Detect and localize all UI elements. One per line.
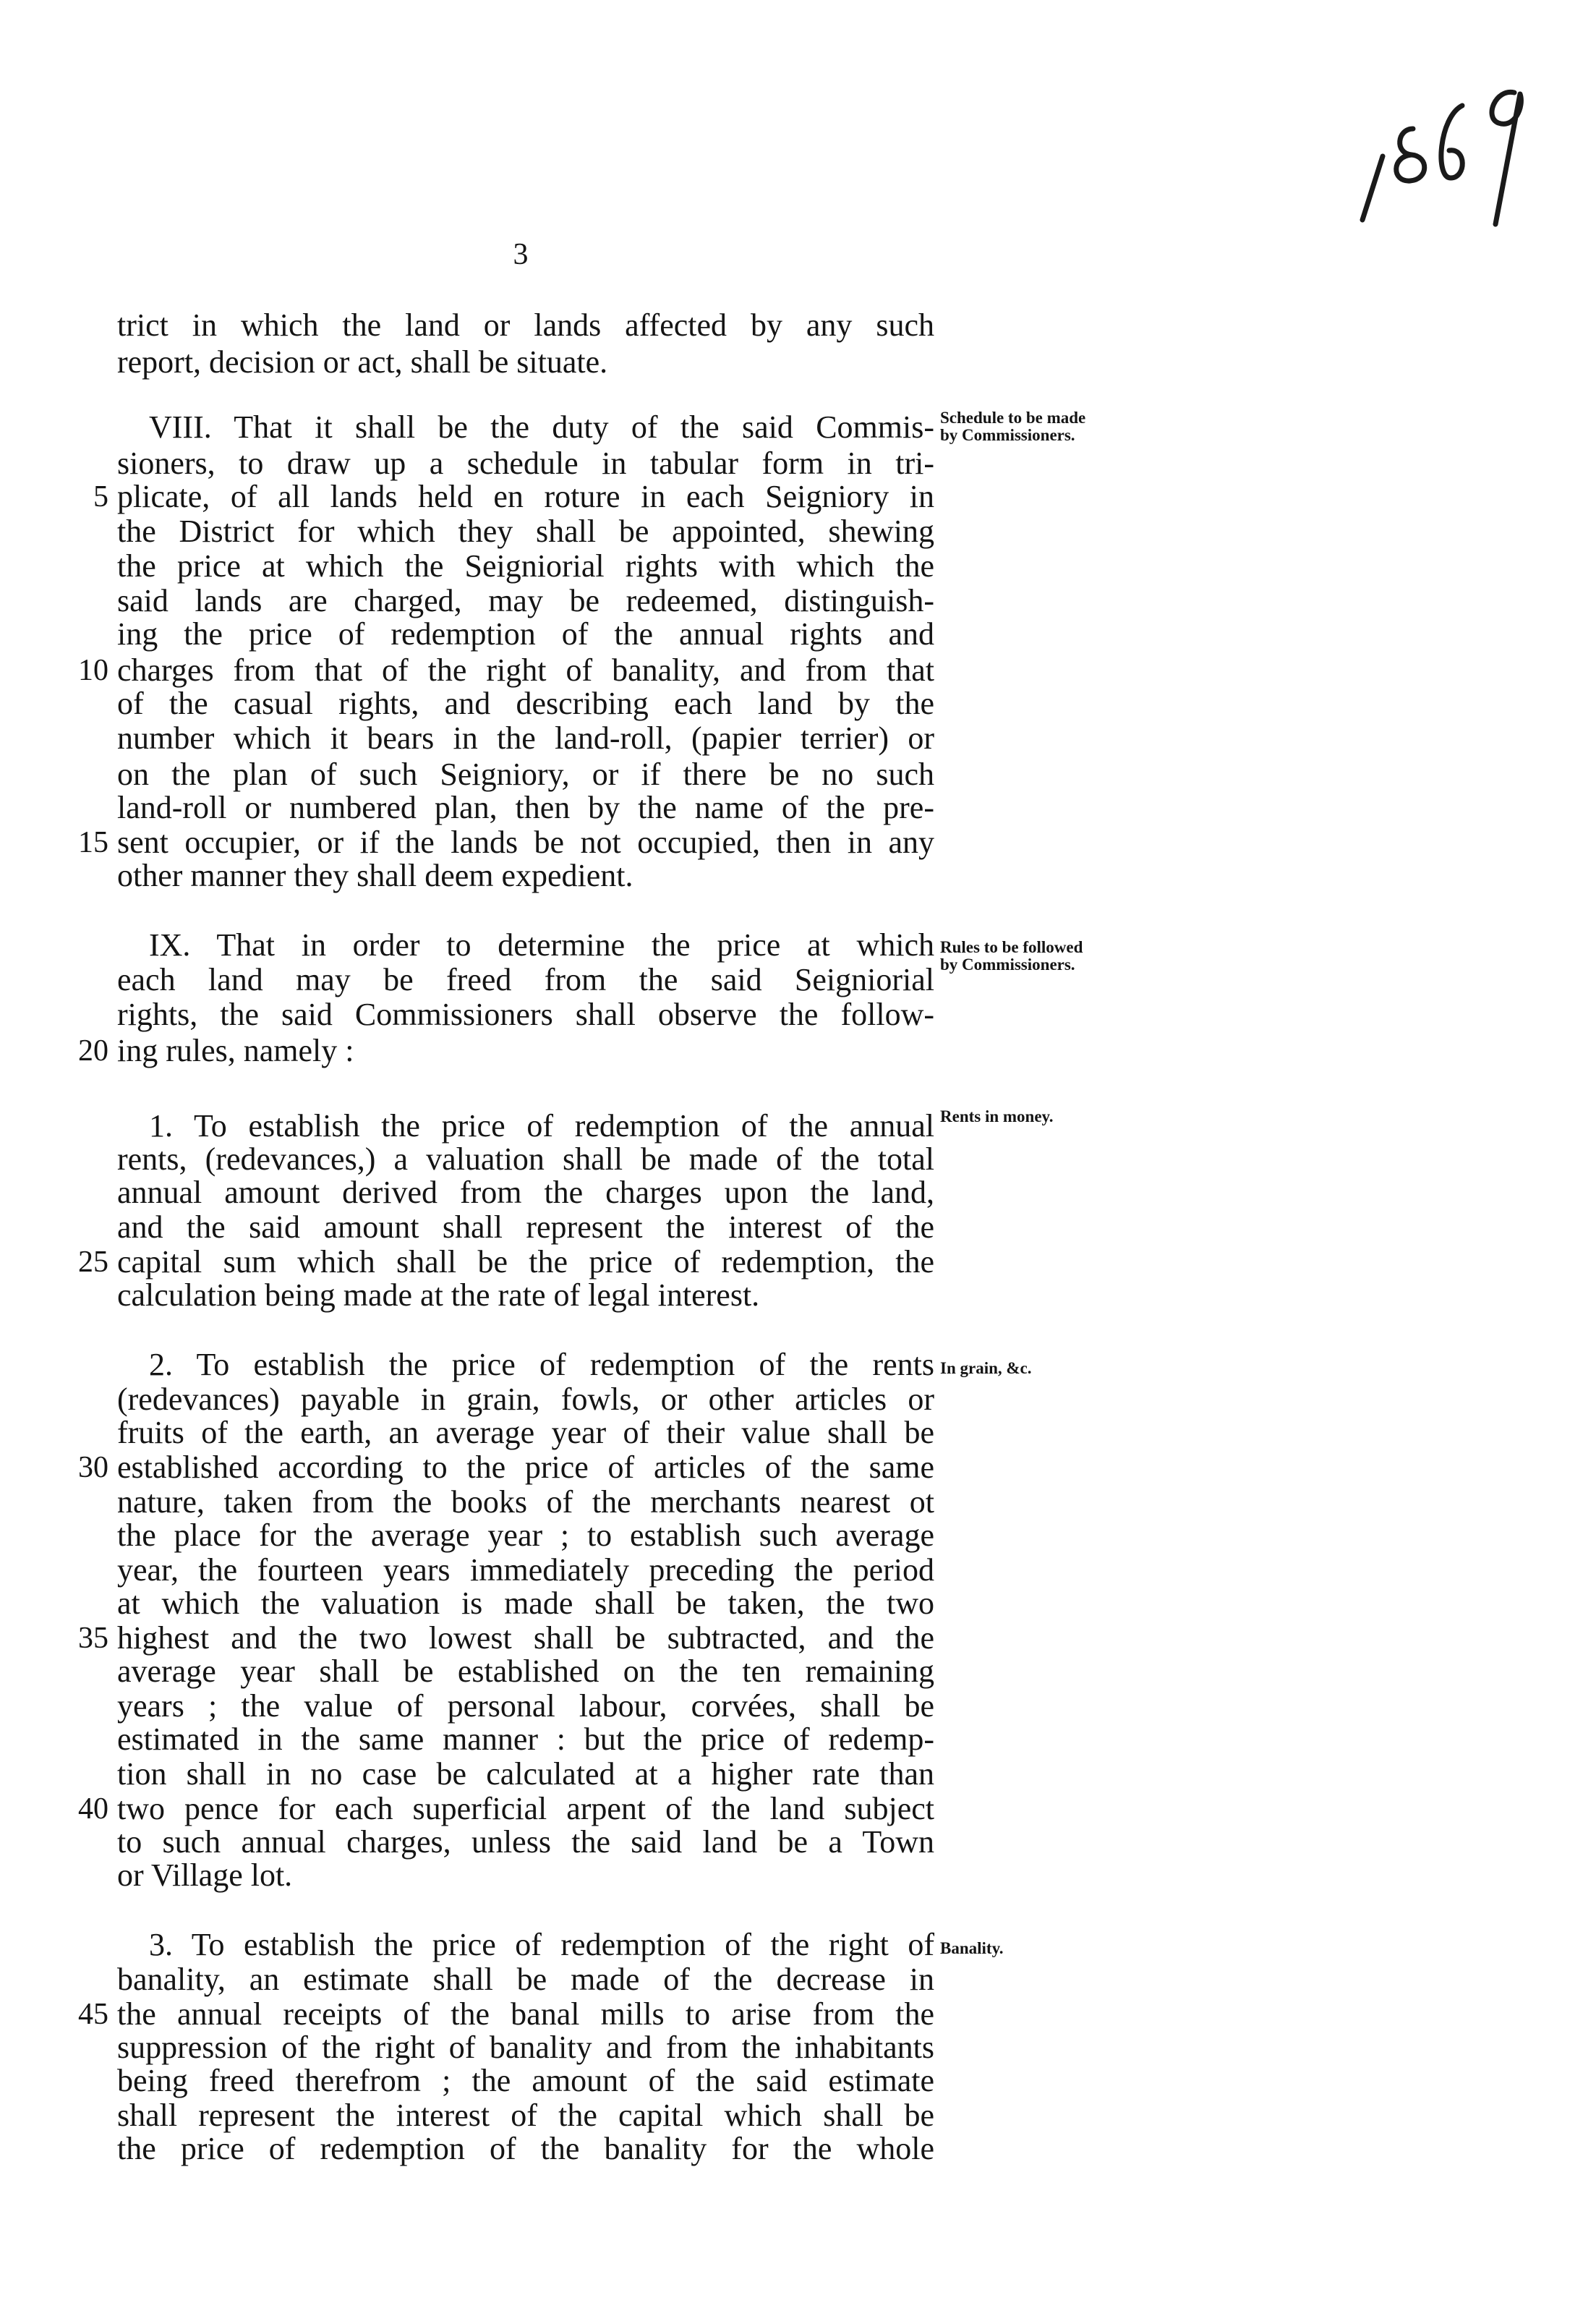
text-line: banality, an estimate shall be made of the decrease in [117, 1962, 934, 1997]
text-line: ing rules, namely : [117, 1033, 354, 1068]
text-line: the place for the average year ; to establish such average [117, 1517, 934, 1553]
text-line: and the said amount shall represent the interest of the [117, 1209, 934, 1245]
page-number: 3 [513, 238, 529, 271]
line-number: 10 [78, 654, 108, 687]
text-line: nature, taken from the books of the merchants nearest ot [117, 1484, 934, 1520]
text-line: suppression of the right of banality and from the inhabitants [117, 2030, 934, 2065]
text-line: of the casual rights, and describing each land by the [117, 686, 934, 721]
text-line: on the plan of such Seigniory, or if there be no such [117, 757, 934, 792]
text-line: 3. To establish the price of redemption of the right of [149, 1927, 934, 1962]
text-line: tion shall in no case be calculated at a higher rate than [117, 1756, 934, 1792]
text-line: shall represent the interest of the capital which shall be [117, 2098, 934, 2133]
text-line: annual amount derived from the charges upon the land, [117, 1175, 934, 1210]
text-line: rents, (redevances,) a valuation shall be made of the total [117, 1141, 934, 1177]
text-line: IX. That in order to determine the price at which [149, 927, 934, 963]
text-line: being freed therefrom ; the amount of the said estimate [117, 2063, 934, 2098]
text-line: ing the price of redemption of the annual rights and [117, 616, 934, 652]
text-line: land-roll or numbered plan, then by the name of the pre- [117, 790, 934, 825]
text-line: the District for which they shall be appointed, shewing [117, 514, 934, 549]
line-number: 35 [78, 1622, 108, 1655]
line-number: 45 [78, 1998, 108, 2031]
text-line: the price of redemption of the banality for the whole [117, 2131, 934, 2166]
text-line: report, decision or act, shall be situate. [117, 344, 608, 380]
margin-note: Schedule to be made by Commissioners. [940, 409, 1086, 444]
line-number: 20 [78, 1034, 108, 1068]
line-number: 25 [78, 1246, 108, 1279]
text-line: two pence for each superficial arpent of the land subject [117, 1791, 934, 1826]
margin-note: Rents in money. [940, 1107, 1054, 1125]
text-line: capital sum which shall be the price of redemption, the [117, 1244, 934, 1280]
text-line: fruits of the earth, an average year of their value shall be [117, 1415, 934, 1450]
text-line: 1. To establish the price of redemption of the annual [149, 1108, 934, 1144]
text-line: trict in which the land or lands affected by any such [117, 307, 934, 343]
text-line: sent occupier, or if the lands be not occupied, then in any [117, 825, 934, 860]
line-number: 15 [78, 826, 108, 859]
text-line: year, the fourteen years immediately preceding the period [117, 1552, 934, 1588]
text-line: highest and the two lowest shall be subtracted, and the [117, 1620, 934, 1656]
margin-note: Banality. [940, 1939, 1004, 1957]
text-line: plicate, of all lands held en roture in each Seigniory in [117, 479, 934, 514]
text-line: established according to the price of articles of the same [117, 1449, 934, 1485]
line-number: 30 [78, 1451, 108, 1484]
text-line: sioners, to draw up a schedule in tabular form in tri- [117, 446, 934, 481]
text-line: or Village lot. [117, 1857, 293, 1893]
text-line: estimated in the same manner : but the price of redemp- [117, 1721, 934, 1757]
text-line: at which the valuation is made shall be taken, the two [117, 1585, 934, 1621]
text-line: years ; the value of personal labour, corvées, shall be [117, 1688, 934, 1724]
margin-note: Rules to be followed by Commissioners. [940, 938, 1083, 974]
text-line: the annual receipts of the banal mills to arise from the [117, 1996, 934, 2032]
text-line: 2. To establish the price of redemption of the rents [149, 1347, 934, 1382]
text-line: calculation being made at the rate of legal interest. [117, 1277, 760, 1313]
text-line: other manner they shall deem expedient. [117, 858, 633, 893]
line-number: 40 [78, 1792, 108, 1826]
handwritten-year-annotation [1354, 69, 1542, 236]
text-line: said lands are charged, may be redeemed, distinguish- [117, 583, 934, 618]
text-line: number which it bears in the land-roll, (papier terrier) or [117, 720, 934, 756]
text-line: VIII. That it shall be the duty of the said Commis- [149, 409, 934, 445]
text-line: the price at which the Seigniorial rights with which the [117, 548, 934, 584]
text-line: each land may be freed from the said Seigniorial [117, 962, 934, 997]
text-line: rights, the said Commissioners shall observe the follow- [117, 997, 934, 1032]
line-number: 5 [93, 480, 108, 514]
text-line: charges from that of the right of banality, and from that [117, 652, 934, 688]
text-line: (redevances) payable in grain, fowls, or other articles or [117, 1381, 934, 1417]
text-line: to such annual charges, unless the said land be a Town [117, 1824, 934, 1860]
text-line: average year shall be established on the ten remaining [117, 1653, 934, 1689]
margin-note: In grain, &c. [940, 1359, 1032, 1377]
